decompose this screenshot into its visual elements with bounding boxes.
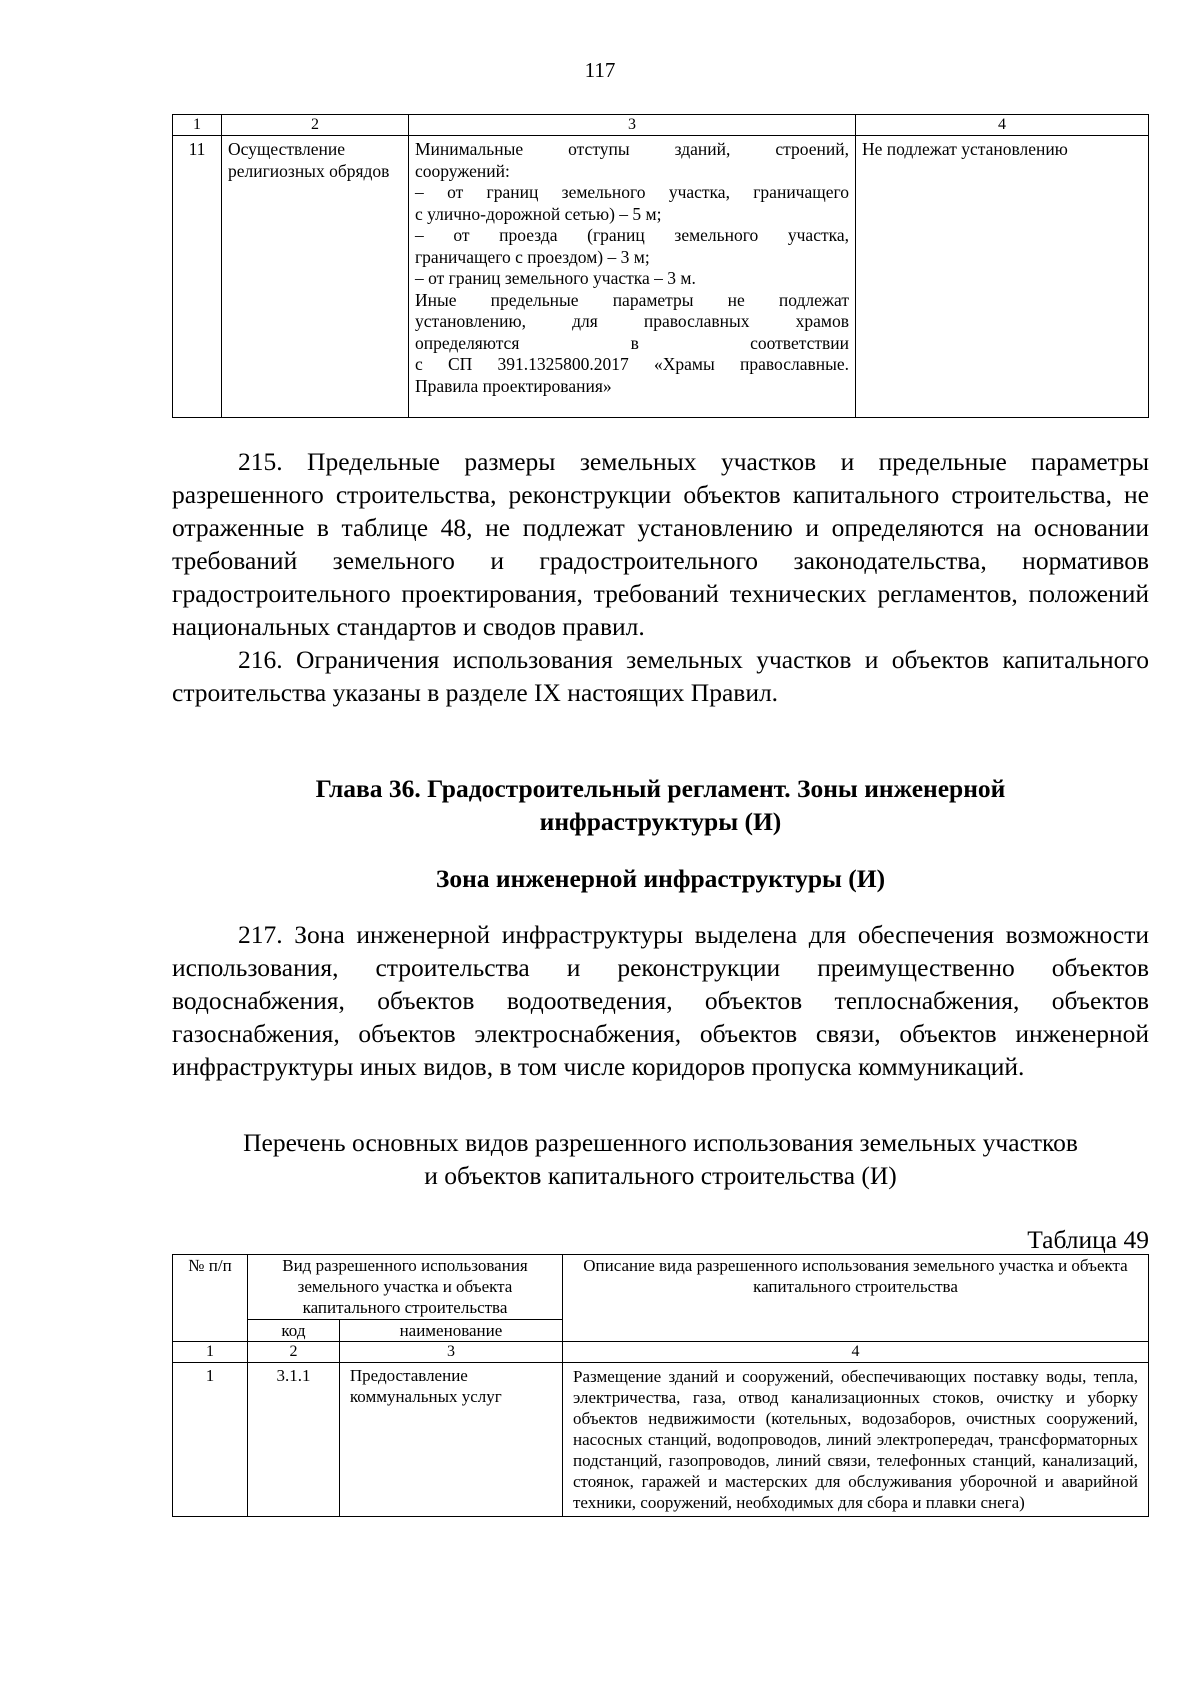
parameter-line: – от границ земельного участка, граничащего — [415, 182, 849, 202]
header-name: наименование — [339, 1320, 562, 1342]
header-description: Описание вида разрешенного использования земельного участка и объекта капитального строительства — [563, 1255, 1149, 1342]
header-number: № п/п — [173, 1255, 248, 1342]
table-row — [173, 1363, 1149, 1517]
column-number: 4 — [563, 1342, 1149, 1363]
chapter-heading-line: Глава 36. Градостроительный регламент. Зоны инженерной — [315, 774, 1006, 803]
column-number: 1 — [173, 115, 222, 136]
paragraph-215-text: 215. Предельные размеры земельных участков и предельные параметры разрешенного строительства, реконструкции объектов капитального строительства, не отраженные в таблице 48, не подлежат установлению и определяются на основании требований земельного и градостроительного законодательства, нормативов градостроительного проектирования, требований технических регламентов, положений национальных стандартов и сводов правил. — [172, 447, 1149, 641]
parameter-line: – от проезда (границ земельного участка, — [415, 225, 849, 245]
paragraph-215 — [172, 445, 1149, 643]
table-row — [173, 136, 1149, 418]
parameter-line: граничащего с проездом) – 3 м; — [415, 246, 650, 267]
page-number: 117 — [584, 58, 616, 82]
row-name: Предоставление коммунальных услуг — [339, 1363, 562, 1517]
paragraph-217-block — [172, 918, 1149, 1083]
parameter-line: с улично-дорожной сетью) – 5 м; — [415, 203, 662, 224]
paragraph-217-text: 217. Зона инженерной инфраструктуры выделена для обеспечения возможности использования, строительства и реконструкции преимущественно объектов водоснабжения, объектов водоотведения, объектов теплоснабжения, объектов газоснабжения, объектов электроснабжения, объектов связи, объектов инженерной инфраструктуры иных видов, в том числе коридоров пропуска коммуникаций. — [172, 920, 1149, 1081]
header-use-kind: Вид разрешенного использования земельного участка и объекта капитального строительства — [248, 1255, 563, 1320]
list-title-line: Перечень основных видов разрешенного использования земельных участков — [243, 1128, 1078, 1157]
list-title — [172, 1126, 1149, 1192]
column-number: 3 — [409, 115, 856, 136]
parameter-line: с СП 391.1325800.2017 «Храмы православные. — [415, 354, 849, 374]
limits-note: Не подлежат установлению — [856, 136, 1149, 418]
row-number: 11 — [173, 136, 222, 418]
paragraph-216 — [172, 643, 1149, 709]
row-description: Размещение зданий и сооружений, обеспечивающих поставку воды, тепла, электричества, газа, отвод канализационных стоков, очистку и уборку объектов недвижимости (котельных, водозаборов, очистных сооружений, насосных станций, водопроводов, линий электропередач, трансформаторных подстанций, газопроводов, линий связи, телефонных станций, канализаций, стоянок, гаражей и мастерских для обслуживания уборочной и аварийной техники, сооружений, необходимых для сбора и плавки снега) — [563, 1363, 1149, 1517]
table-48-continuation — [172, 114, 1149, 418]
parameter-line: Правила проектирования» — [415, 375, 612, 396]
paragraph-217 — [172, 918, 1149, 1083]
parameter-line: сооружений: — [415, 160, 510, 181]
parameter-line: определяются в соответствии — [415, 332, 849, 353]
column-number: 1 — [173, 1342, 248, 1363]
table-header-numbers — [173, 115, 1149, 136]
zone-title: Зона инженерной инфраструктуры (И) — [435, 864, 886, 893]
parameter-line: установлению, для православных храмов — [415, 311, 849, 331]
table-header-numbers — [173, 1342, 1149, 1363]
table-header-row — [173, 1255, 1149, 1320]
parameter-line: Минимальные отступы зданий, строений, — [415, 139, 849, 159]
table-49 — [172, 1254, 1149, 1517]
parameter-line: – от границ земельного участка – 3 м. — [415, 268, 696, 288]
chapter-heading-line: инфраструктуры (И) — [539, 807, 782, 836]
row-number: 1 — [173, 1363, 248, 1517]
row-code: 3.1.1 — [248, 1363, 340, 1517]
table-caption: Таблица 49 — [1027, 1225, 1149, 1254]
header-code: код — [248, 1320, 340, 1342]
use-kind-name: Осуществление религиозных обрядов — [222, 136, 409, 418]
parameter-line: Иные предельные параметры не подлежат — [415, 289, 849, 310]
column-number: 3 — [339, 1342, 562, 1363]
limit-parameters — [409, 136, 856, 418]
column-number: 2 — [248, 1342, 340, 1363]
column-number: 4 — [856, 115, 1149, 136]
column-number: 2 — [222, 115, 409, 136]
list-title-line: и объектов капитального строительства (И) — [424, 1161, 897, 1190]
paragraph-216-text: 216. Ограничения использования земельных участков и объектов капитального строительства указаны в разделе IX настоящих Правил. — [172, 645, 1149, 707]
chapter-heading — [172, 772, 1149, 838]
paragraph-215-block — [172, 445, 1149, 709]
